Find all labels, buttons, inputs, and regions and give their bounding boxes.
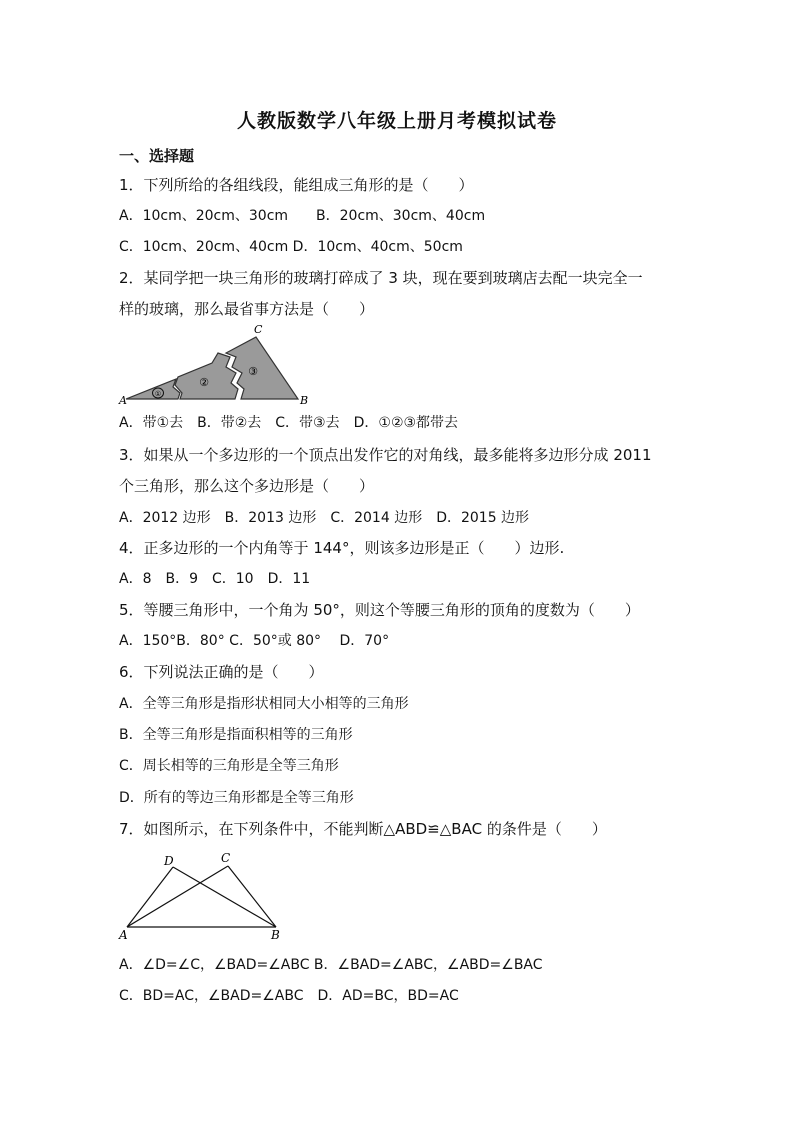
question-6: 6．下列说法正确的是（ ） xyxy=(119,663,324,681)
question-3-cont: 个三角形，那么这个多边形是（ ） xyxy=(119,477,375,495)
question-5-options: A．150°B．80° C．50°或 80° D．70° xyxy=(119,633,390,649)
question-3: 3．如果从一个多边形的一个顶点出发作它的对角线，最多能将多边形分成 2011 xyxy=(119,446,652,464)
question-6-option-a: A．全等三角形是指形状相同大小相等的三角形 xyxy=(119,696,409,712)
vertex-a-label: A xyxy=(119,928,128,941)
question-3-options: A．2012 边形 B．2013 边形 C．2014 边形 D．2015 边形 xyxy=(119,510,530,526)
question-4-options: A．8 B．9 C．10 D．11 xyxy=(119,571,311,587)
question-5: 5．等腰三角形中，一个角为 50°，则这个等腰三角形的顶角的度数为（ ） xyxy=(119,601,640,619)
question-1-options-ab: A．10cm、20cm、30cm B．20cm、30cm、40cm xyxy=(119,208,486,224)
question-7: 7．如图所示，在下列条件中，不能判断△ABD≌△BAC 的条件是（ ） xyxy=(119,820,607,838)
label-2: ② xyxy=(199,376,209,389)
segment-db xyxy=(173,867,276,927)
segment-cb xyxy=(228,866,276,927)
question-6-option-c: C．周长相等的三角形是全等三角形 xyxy=(119,758,339,774)
vertex-c-label: C xyxy=(254,323,263,336)
question-2-cont: 样的玻璃，那么最省事方法是（ ） xyxy=(119,300,375,318)
section-heading: 一、选择题 xyxy=(119,147,195,165)
question-2: 2．某同学把一块三角形的玻璃打碎成了 3 块，现在要到玻璃店去配一块完全一 xyxy=(119,269,643,287)
vertex-b-label: B xyxy=(300,394,308,407)
question-6-option-d: D．所有的等边三角形都是全等三角形 xyxy=(119,790,354,806)
segment-ac xyxy=(127,866,228,927)
question-7-options-cd: C．BD=AC，∠BAD=∠ABC D．AD=BC，BD=AC xyxy=(119,988,459,1004)
question-7-options-ab: A．∠D=∠C，∠BAD=∠ABC B．∠BAD=∠ABC，∠ABD=∠BAC xyxy=(119,957,543,973)
vertex-b-label: B xyxy=(271,928,280,941)
question-1-options-cd: C．10cm、20cm、40cm D．10cm、40cm、50cm xyxy=(119,239,463,255)
question-4: 4．正多边形的一个内角等于 144°，则该多边形是正（ ）边形. xyxy=(119,539,565,557)
question-2-options: A．带①去 B．带②去 C．带③去 D．①②③都带去 xyxy=(119,415,459,431)
question-1: 1．下列所给的各组线段，能组成三角形的是（ ） xyxy=(119,176,474,194)
question-6-option-b: B．全等三角形是指面积相等的三角形 xyxy=(119,727,353,743)
vertex-c-label: C xyxy=(221,851,231,865)
figure-triangles-abd-bac xyxy=(116,849,286,941)
figure-broken-triangle xyxy=(118,323,308,407)
segment-ad xyxy=(127,867,173,927)
page-title: 人教版数学八年级上册月考模拟试卷 xyxy=(236,110,557,132)
label-1: ① xyxy=(154,390,162,398)
label-3: ③ xyxy=(248,365,258,378)
vertex-a-label: A xyxy=(119,394,127,407)
vertex-d-label: D xyxy=(164,854,174,868)
